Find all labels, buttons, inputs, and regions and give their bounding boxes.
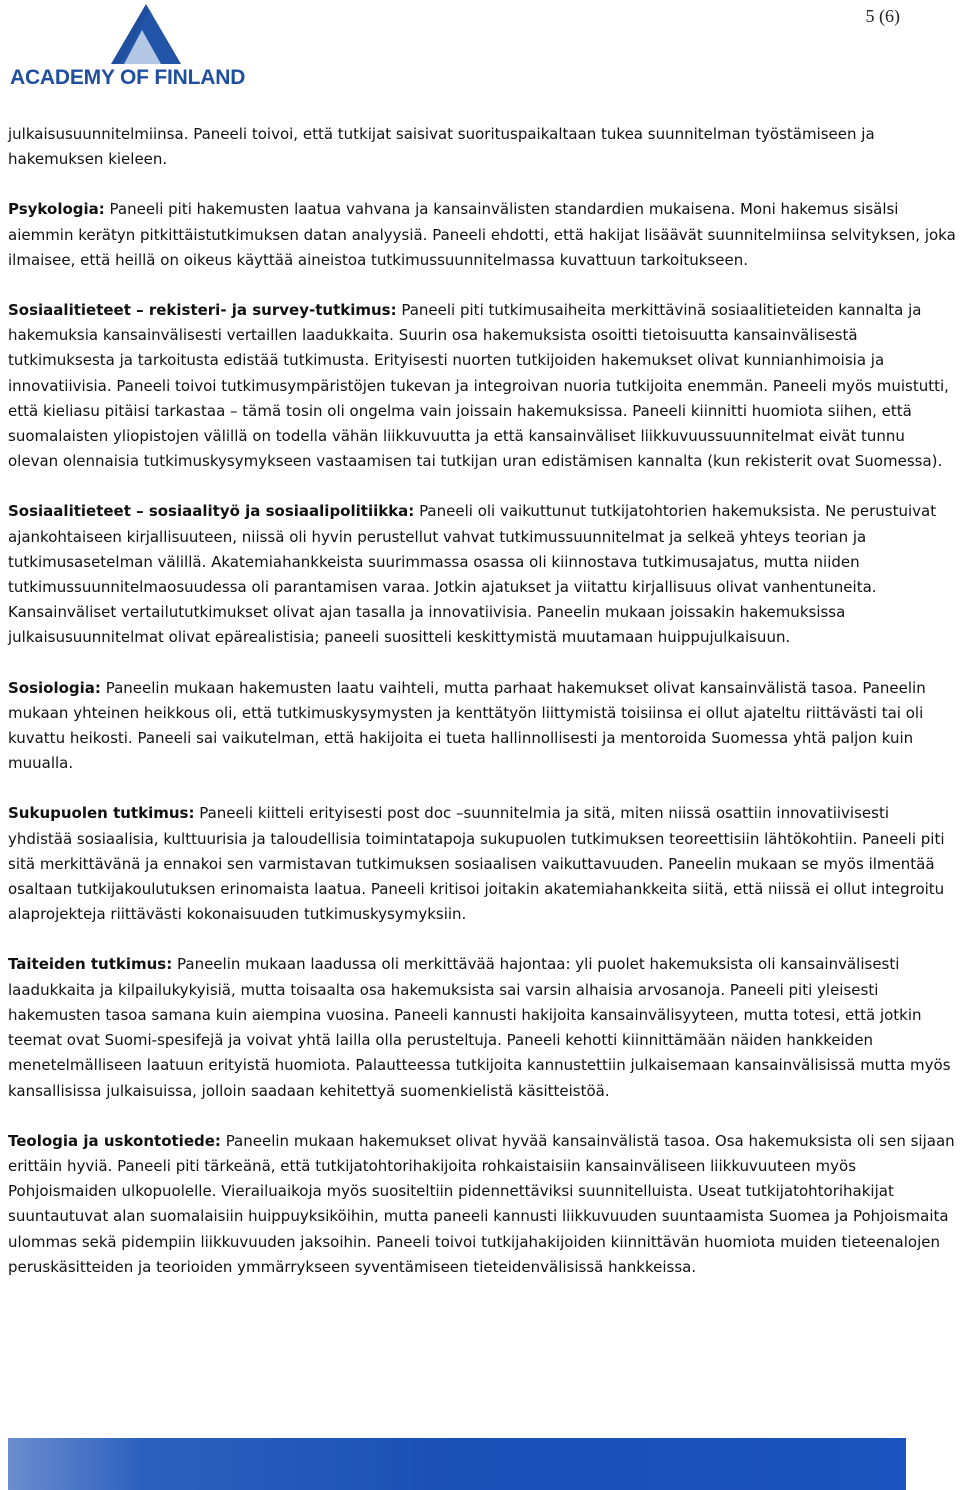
paragraph bbox=[8, 801, 956, 927]
logo-text: ACADEMY OF FINLAND bbox=[10, 66, 246, 89]
paragraph bbox=[8, 197, 956, 273]
paragraph-heading: Teologia ja uskontotiede: bbox=[8, 1131, 221, 1150]
paragraph-heading: Sukupuolen tutkimus: bbox=[8, 804, 195, 823]
paragraph-text: Paneelin mukaan hakemusten laatu vaihteli, mutta parhaat hakemukset olivat kansainvälistä tasoa. Paneelin mukaan yhteinen heikkous oli, että tutkimuskysymysten ja kenttätyön liittymistä toisiinsa ei ollut ajateltu riittävästi tai oli kuvattu heikosti. Paneeli sai vaikutelman, että hakijoita ei tueta hallinnollisesti ja mentoroida Suomessa yhtä paljon kuin muualla. bbox=[8, 678, 926, 773]
paragraph bbox=[8, 676, 956, 777]
footer-color-bar bbox=[8, 1438, 906, 1490]
paragraph-text: Paneeli oli vaikuttunut tutkijatohtorien hakemuksista. Ne perustuivat ajankohtaiseen kirjallisuuteen, niissä oli hyvin perustellut vahvat tutkimussuunnitelmat ja selkeä yhteys teorian ja tutkimusasetelman välillä. Akatemiahankkeista suurimmassa osassa oli kiinnostava tutkimusajatus, mutta niiden tutkimussuunnitelmaosuudessa oli parantamisen varaa. Jotkin ajatukset ja viitattu kirjallisuus olivat vanhentuneita. Kansainväliset vertailututkimukset olivat ajan tasalla ja innovatiivisia. Paneelin mukaan joissakin hakemuksissa julkaisusuunnitelmat olivat epärealistisia; paneeli suositteli keskittymistä muutamaan huippujulkaisuun. bbox=[8, 502, 937, 647]
paragraph bbox=[8, 952, 956, 1103]
paragraph-heading: Taiteiden tutkimus: bbox=[8, 955, 173, 974]
paragraph-heading: Sosiologia: bbox=[8, 678, 101, 697]
academy-of-finland-logo bbox=[8, 2, 278, 88]
paragraph bbox=[8, 298, 956, 474]
paragraph-heading: Psykologia: bbox=[8, 200, 105, 219]
paragraph-text: Paneeli kiitteli erityisesti post doc –suunnitelmia ja sitä, miten niissä osattiin innovatiivisesti yhdistää sosiaalisia, kulttuurisia ja taloudellisia toimintatapoja sukupuolen tutkimuksen teoreettisiin lähtökohtiin. Paneeli piti sitä merkittävänä ja ennakoi sen varmistavan tutkimuksen sosiaalisen vaikuttavuuden. Paneelin mukaan se myös ilmentää osaltaan tutkijakoulutuksen erinomaista laatua. Paneeli kritisoi joitakin akatemiahankkeita siitä, että niissä ei ollut integroitu alaprojekteja riittävästi kokonaisuuden tutkimuskysymyksiin. bbox=[8, 804, 945, 924]
paragraph-text: Paneelin mukaan hakemukset olivat hyvää kansainvälistä tasoa. Osa hakemuksista oli sen sijaan erittäin hyviä. Paneeli piti tärkeänä, että tutkijatohtorihakijoita rohkaistaisiin kansainväliseen liikkuvuuteen myös Pohjoismaiden ulkopuolelle. Vierailuaikoja myös suositeltiin pidennettäviksi suunnitelluista. Useat tutkijatohtorihakijat suuntautuvat alan suomalaisiin huippuyksiköihin, mutta paneeli kannusti liikkuvuuden suuntaamista Suomea ja Pohjoismaita ulommas sekä pidempiin liikkuvuuden jaksoihin. Paneeli toivoi tutkijahakijoiden kiinnittävän huomiota muiden tieteenalojen peruskäsitteiden ja teorioiden ymmärrykseen syventämiseen tieteidenvälisissä hankkeissa. bbox=[8, 1131, 955, 1276]
paragraph-heading: Sosiaalitieteet – rekisteri- ja survey-tutkimus: bbox=[8, 301, 397, 320]
paragraph-text: Paneeli piti tutkimusaiheita merkittävinä sosiaalitieteiden kannalta ja hakemuksia kansainvälisesti vertaillen laadukkaita. Suurin osa hakemuksista osoitti tietoisuutta kansainvälisestä tutkimuksesta ja tarkoitusta edistää tutkimusta. Erityisesti nuorten tutkijoiden hakemukset olivat kunnianhimoisia ja innovatiivisia. Paneeli toivoi tutkimusympäristöjen tukevan ja integroivan nuoria tutkijoita enemmän. Paneeli myös muistutti, että kieliasu pitäisi tarkastaa – tämä tosin oli ongelma vain joissain hakemuksissa. Paneeli kiinnitti huomiota siihen, että suomalaisten yliopistojen välillä on todella vähän liikkuvuutta ja että kansainväliset liikkuvuussuunnitelmat eivät tunnu olevan olennaisia tutkimuskysymykseen vastaamisen tai tutkijan uran edistämisen kannalta (kun rekisterit ovat Suomessa). bbox=[8, 301, 949, 471]
paragraph-text: Paneelin mukaan laadussa oli merkittävää hajontaa: yli puolet hakemuksista oli kansainvälisesti laadukkaita ja kilpailukykyisiä, mutta toisaalta osa hakemuksista sai varsin alhaisia arvosanoja. Paneeli piti yleisesti hakemusten tasoa samana kuin aiempina vuosina. Paneeli kannusti hakijoita kansainvälisyyteen, mutta totesi, että jotkin teemat ovat Suomi-spesifejä ja voivat yhtä lailla olla perusteltuja. Paneeli kehotti kiinnittämään näiden hankkeiden menetelmälliseen laatuun erityistä huomiota. Palautteessa tutkijoita kannustettiin julkaisemaan kansainvälisissä mutta myös kansallisissa julkaisuissa, jolloin saadaan kehitettyä suomenkielistä käsitteistöä. bbox=[8, 955, 951, 1100]
paragraph bbox=[8, 499, 956, 650]
document-body bbox=[8, 122, 956, 1280]
paragraph bbox=[8, 1129, 956, 1280]
paragraph-text: Paneeli piti hakemusten laatua vahvana ja kansainvälisten standardien mukaisena. Moni hakemus sisälsi aiemmin kerätyn pitkittäistutkimuksen datan analyysiä. Paneeli ehdotti, että hakijat lisäävät suunnitelmiinsa selvityksen, joka ilmaisee, että heillä on oikeus käyttää aineistoa tutkimussuunnitelmassa kuvattuun tarkoitukseen. bbox=[8, 200, 956, 269]
paragraph-text: julkaisusuunnitelmiinsa. Paneeli toivoi, että tutkijat saisivat suorituspaikaltaan tukea suunnitelman työstämiseen ja hakemuksen kieleen. bbox=[8, 125, 875, 169]
paragraph bbox=[8, 122, 956, 172]
paragraph-heading: Sosiaalitieteet – sosiaalityö ja sosiaalipolitiikka: bbox=[8, 502, 415, 521]
page-number: 5 (6) bbox=[865, 6, 900, 26]
